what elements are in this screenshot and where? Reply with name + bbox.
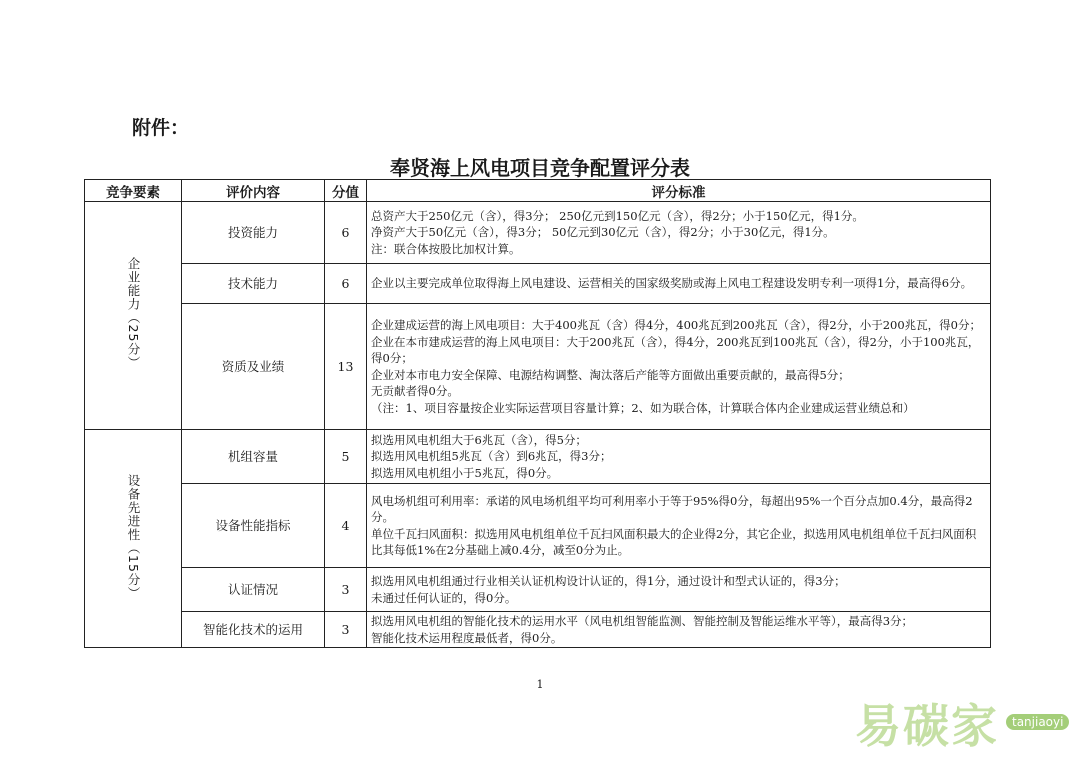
watermark-text: 易碳家 xyxy=(855,699,999,753)
page-number: 1 xyxy=(536,678,544,691)
table-row xyxy=(85,568,991,612)
criteria-cell xyxy=(367,264,991,304)
criteria-cell xyxy=(367,202,991,264)
criteria-line: 企业对本市电力安全保障、电源结构调整、淘汰落后产能等方面做出重要贡献的，最高得5分； xyxy=(371,367,850,382)
header-factor: 竞争要素 xyxy=(85,180,182,202)
header-item: 评价内容 xyxy=(182,180,325,202)
table-row xyxy=(85,264,991,304)
item-cell: 机组容量 xyxy=(182,430,325,484)
criteria-cell xyxy=(367,430,991,484)
table-row xyxy=(85,612,991,648)
criteria-line: 注：联合体按股比加权计算。 xyxy=(371,241,521,256)
score-cell: 6 xyxy=(325,264,367,304)
attachment-label: 附件： xyxy=(132,117,190,139)
factor-label: 企业能力（25分） xyxy=(126,257,141,370)
table-header-row xyxy=(85,180,991,202)
score-cell: 6 xyxy=(325,202,367,264)
criteria-line: 总资产大于250亿元（含），得3分； 250亿元到150亿元（含），得2分；小于150亿元，得1分。 xyxy=(371,208,864,223)
score-cell: 4 xyxy=(325,484,367,568)
criteria-cell xyxy=(367,612,991,648)
table-row xyxy=(85,304,991,430)
item-cell: 投资能力 xyxy=(182,202,325,264)
score-cell: 3 xyxy=(325,612,367,648)
item-cell: 智能化技术的运用 xyxy=(182,612,325,648)
score-cell: 13 xyxy=(325,304,367,430)
criteria-line: 净资产大于50亿元（含），得3分； 50亿元到30亿元（含），得2分；小于30亿元，得1分。 xyxy=(371,225,835,240)
table-row xyxy=(85,202,991,264)
criteria-line: 风电场机组可利用率：承诺的风电场机组平均可利用率小于等于95%得0分，每超出95%一个百分点加0.4分，最高得2分。 xyxy=(371,493,973,524)
criteria-line: 未通过任何认证的，得0分。 xyxy=(371,590,517,605)
header-criteria: 评分标准 xyxy=(367,180,991,202)
criteria-line: 企业建成运营的海上风电项目：大于400兆瓦（含）得4分，400兆瓦到200兆瓦（含），得2分，小于200兆瓦，得0分； xyxy=(371,318,981,332)
item-cell: 认证情况 xyxy=(182,568,325,612)
criteria-line: 拟选用风电机组大于6兆瓦（含），得5分； xyxy=(371,432,587,447)
criteria-line: 企业在本市建成运营的海上风电项目：大于200兆瓦（含），得4分，200兆瓦到100兆瓦（含），得2分，小于100兆瓦，得0分； xyxy=(371,334,980,365)
criteria-line: 智能化技术运用程度最低者，得0分。 xyxy=(371,630,563,645)
scoring-table xyxy=(84,179,991,648)
criteria-line: 拟选用风电机组小于5兆瓦，得0分。 xyxy=(371,465,559,480)
criteria-cell xyxy=(367,304,991,430)
factor-cell xyxy=(85,202,182,430)
factor-label: 设备先进性（15分） xyxy=(126,473,141,600)
criteria-line: 无贡献者得0分。 xyxy=(371,384,459,398)
watermark-logo xyxy=(855,690,1064,756)
table-body xyxy=(85,202,991,648)
score-cell: 5 xyxy=(325,430,367,484)
watermark-tag: tanjiaoyi xyxy=(1006,714,1069,730)
criteria-line: 拟选用风电机组的智能化技术的运用水平（风电机组智能监测、智能控制及智能运维水平等），最高得3分； xyxy=(371,614,914,628)
item-cell: 资质及业绩 xyxy=(182,304,325,430)
table-row xyxy=(85,430,991,484)
criteria-cell xyxy=(367,484,991,568)
item-cell: 设备性能指标 xyxy=(182,484,325,568)
score-cell: 3 xyxy=(325,568,367,612)
criteria-line: 拟选用风电机组通过行业相关认证机构设计认证的，得1分，通过设计和型式认证的，得3分； xyxy=(371,574,846,588)
header-score: 分值 xyxy=(325,180,367,202)
table-row xyxy=(85,484,991,568)
factor-cell xyxy=(85,430,182,648)
criteria-line: 企业以主要完成单位取得海上风电建设、运营相关的国家级奖励或海上风电工程建设发明专利一项得1分，最高得6分。 xyxy=(371,276,973,291)
criteria-line: 单位千瓦扫风面积：拟选用风电机组单位千瓦扫风面积最大的企业得2分，其它企业，拟选用风电机组单位千瓦扫风面积比其每低1%在2分基础上减0.4分，减至0分为止。 xyxy=(371,526,977,557)
criteria-cell xyxy=(367,568,991,612)
item-cell: 技术能力 xyxy=(182,264,325,304)
criteria-line: （注：1、项目容量按企业实际运营项目容量计算；2、如为联合体，计算联合体内企业建成运营业绩总和） xyxy=(371,400,915,415)
criteria-line: 拟选用风电机组5兆瓦（含）到6兆瓦，得3分； xyxy=(371,449,612,464)
document-title: 奉贤海上风电项目竞争配置评分表 xyxy=(390,156,690,180)
